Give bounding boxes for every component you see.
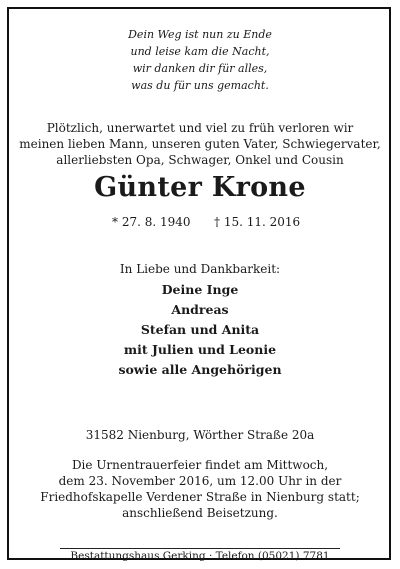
mourners-heading: In Liebe und Dankbarkeit: — [119, 262, 281, 276]
poem-line: was du für uns gemacht. — [131, 79, 269, 92]
mourner-name: mit Julien und Leonie — [123, 342, 277, 357]
family-address: 31582 Nienburg, Wörther Straße 20a — [85, 428, 315, 442]
poem-line: Dein Weg ist nun zu Ende — [128, 28, 272, 41]
intro-line: allerliebsten Opa, Schwager, Onkel und Cousin — [56, 153, 344, 167]
birth-date: * 27. 8. 1940 — [112, 215, 191, 229]
poem-line: wir danken dir für alles, — [132, 62, 268, 75]
funeral-home-footer: Bestattungshaus Gerking · Telefon (05021) 7781 — [70, 550, 330, 562]
ceremony-line: anschließend Beisetzung. — [122, 506, 278, 520]
mourner-name: Deine Inge — [161, 282, 239, 297]
deceased-name: Günter Krone — [94, 172, 306, 203]
footer-divider — [60, 548, 340, 549]
ceremony-line: Friedhofskapelle Verdener Straße in Nienburg statt; — [40, 490, 360, 504]
mourner-name: Andreas — [171, 302, 229, 317]
ceremony-line: Die Urnentrauerfeier findet am Mittwoch, — [71, 458, 329, 472]
ceremony-line: dem 23. November 2016, um 12.00 Uhr in der — [58, 474, 342, 488]
poem-line: und leise kam die Nacht, — [130, 45, 270, 58]
mourner-name: sowie alle Angehörigen — [118, 362, 282, 377]
mourner-name: Stefan und Anita — [140, 322, 260, 337]
intro-line: Plötzlich, unerwartet und viel zu früh verloren wir — [46, 121, 354, 135]
death-date: † 15. 11. 2016 — [214, 215, 301, 229]
intro-line: meinen lieben Mann, unseren guten Vater, Schwiegervater, — [19, 137, 381, 151]
